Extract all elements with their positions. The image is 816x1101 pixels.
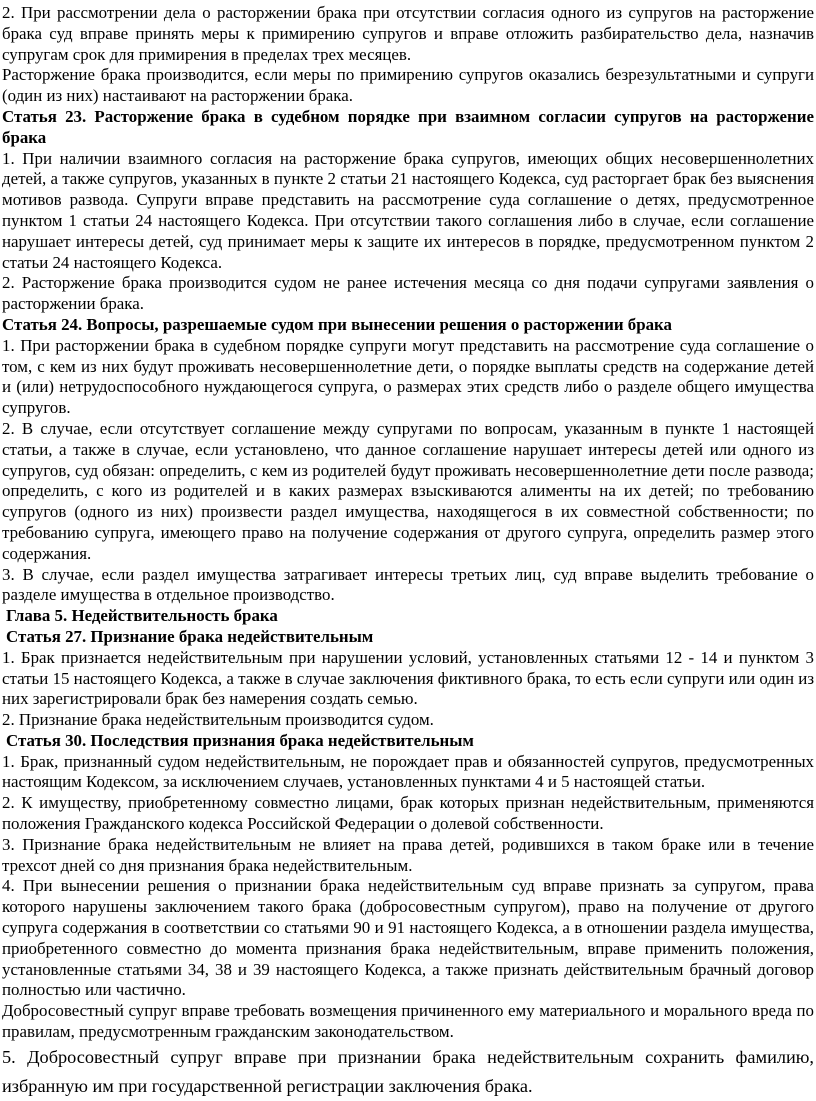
heading-article-23: Статья 23. Расторжение брака в судебном порядке при взаимном согласии супругов на расторжение брака: [2, 106, 814, 147]
heading-article-27: Статья 27. Признание брака недействительным: [6, 626, 374, 646]
paragraph-art24-item3: 3. В случае, если раздел имущества затрагивает интересы третьих лиц, суд вправе выделить требование о разделе имущества в отдельное производство.: [2, 564, 814, 605]
paragraph-art30-item3: 3. Признание брака недействительным не влияет на права детей, родившихся в таком браке или в течение трехсот дней со дня признания брака недействительным.: [2, 834, 814, 875]
heading-article-30: Статья 30. Последствия признания брака недействительным: [6, 730, 474, 750]
paragraph-art23-item1: 1. При наличии взаимного согласия на расторжение брака супругов, имеющих общих несовершеннолетних детей, а также супругов, указанных в пункте 2 статьи 21 настоящего Кодекса, суд расторгает брак без выяснения мотивов развода. Супруги вправе представить на рассмотрение суда соглашение о детях, предусмотренное пунктом 1 статьи 24 настоящего Кодекса. При отсутствии такого соглашения либо в случае, если соглашение нарушает интересы детей, суд принимает меры к защите их интересов в порядке, предусмотренном пунктом 2 статьи 24 настоящего Кодекса.: [2, 148, 814, 272]
paragraph-art30-item2: 2. К имуществу, приобретенному совместно лицами, брак которых признан недействительным, применяются положения Гражданского кодекса Российской Федерации о долевой собственности.: [2, 793, 814, 834]
paragraph-art23-item2: 2. Расторжение брака производится судом не ранее истечения месяца со дня подачи супругами заявления о расторжении брака.: [2, 273, 814, 314]
paragraph-art27-item2: 2. Признание брака недействительным производится судом.: [2, 710, 434, 730]
paragraph-art24-item1: 1. При расторжении брака в судебном порядке супруги могут представить на рассмотрение суда соглашение о том, с кем из них будут проживать несовершеннолетние дети, о порядке выплаты средств на содержание детей и (или) нетрудоспособного нуждающегося супруга, о размерах этих средств либо о разделе общего имущества супругов.: [2, 335, 814, 418]
paragraph-art30-item5: 5. Добросовестный супруг вправе при признании брака недействительным сохранить фамилию, избранную им при государственной регистрации заключения брака.: [2, 1046, 814, 1096]
paragraph-art30-item1: 1. Брак, признанный судом недействительным, не порождает прав и обязанностей супругов, предусмотренных настоящим Кодексом, за исключением случаев, установленных пунктами 4 и 5 настоящей статьи.: [2, 751, 814, 792]
paragraph-art30-damages: Добросовестный супруг вправе требовать возмещения причиненного ему материального и морального вреда по правилам, предусмотренным гражданским законодательством.: [2, 1001, 814, 1042]
paragraph-art24-item2: 2. В случае, если отсутствует соглашение между супругами по вопросам, указанным в пункте 1 настоящей статьи, а также в случае, если установлено, что данное соглашение нарушает интересы детей или одного из супругов, суд обязан: определить, с кем из родителей будут проживать несовершеннолетние дети после развода; определить, с кого из родителей и в каких размерах взыскиваются алименты на их детей; по требованию супругов (одного из них) произвести раздел имущества, находящегося в их совместной собственности; по требованию супруга, имеющего право на получение содержания от другого супруга, определить размер этого содержания.: [2, 418, 814, 563]
paragraph-art27-item1: 1. Брак признается недействительным при нарушении условий, установленных статьями 12 - 14 и пунктом 3 статьи 15 настоящего Кодекса, а также в случае заключения фиктивного брака, то есть если супруги или один из них зарегистрировали брак без намерения создать семью.: [2, 647, 814, 709]
paragraph-art22-divorce: Расторжение брака производится, если меры по примирению супругов оказались безрезультатными и супруги (один из них) настаивают на расторжении брака.: [2, 65, 814, 106]
paragraph-art30-item4: 4. При вынесении решения о признании брака недействительным суд вправе признать за супругом, права которого нарушены заключением такого брака (добросовестным супругом), право на получение от другого супруга содержания в соответствии со статьями 90 и 91 настоящего Кодекса, а в отношении раздела имущества, приобретенного совместно до момента признания брака недействительным, вправе применить положения, установленные статьями 34, 38 и 39 настоящего Кодекса, а также признать действительным брачный договор полностью или частично.: [2, 876, 814, 1000]
paragraph-art22-item2: 2. При рассмотрении дела о расторжении брака при отсутствии согласия одного из супругов на расторжение брака суд вправе принять меры к примирению супругов и вправе отложить разбирательство дела, назначив супругам срок для примирения в пределах трех месяцев.: [2, 3, 814, 64]
heading-article-24: Статья 24. Вопросы, разрешаемые судом при вынесении решения о расторжении брака: [2, 314, 672, 334]
heading-chapter-5: Глава 5. Недействительность брака: [6, 606, 278, 626]
